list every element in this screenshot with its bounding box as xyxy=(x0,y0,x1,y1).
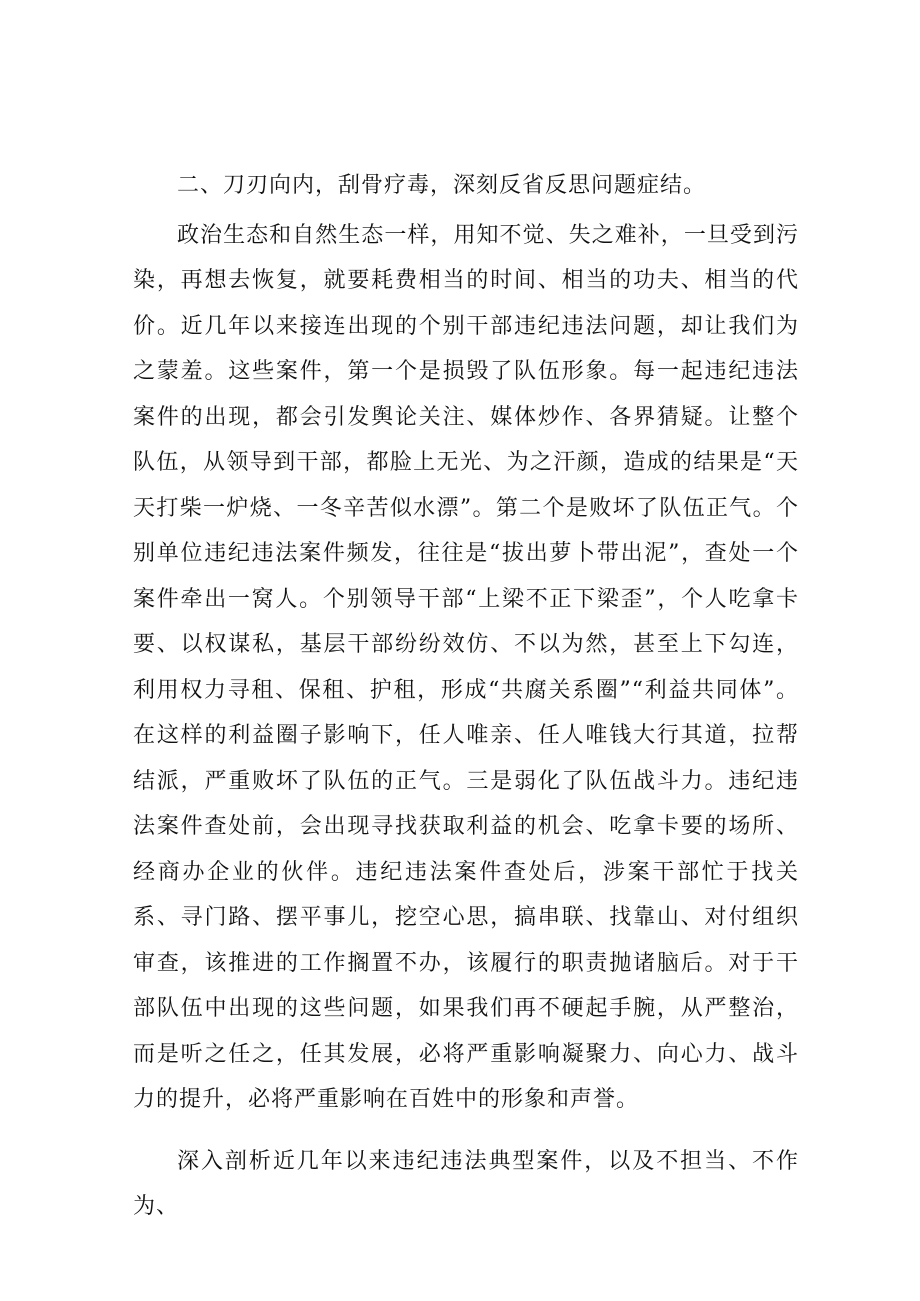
body-paragraph-1: 政治生态和自然生态一样，用知不觉、失之难补，一旦受到污染，再想去恢复，就要耗费相当的时间、相当的功夫、相当的代价。近几年以来接连出现的个别干部违纪违法问题，却让我们为之蒙羞。这些案件，第一个是损毁了队伍形象。每一起违纪违法案件的出现，都会引发舆论关注、媒体炒作、各界猜疑。让整个队伍，从领导到干部，都脸上无光、为之汗颜，造成的结果是“天天打柴一炉烧、一冬辛苦似水漂”。第二个是败坏了队伍正气。个别单位违纪违法案件频发，往往是“拔出萝卜带出泥”，查处一个案件牵出一窝人。个别领导干部“上梁不正下梁歪”，个人吃拿卡要、以权谋私，基层干部纷纷效仿、不以为然，甚至上下勾连，利用权力寻租、保租、护租，形成“共腐关系圈”“利益共同体”。在这样的利益圈子影响下，任人唯亲、任人唯钱大行其道，拉帮结派，严重败坏了队伍的正气。三是弱化了队伍战斗力。违纪违法案件查处前，会出现寻找获取利益的机会、吃拿卡要的场所、经商办企业的伙伴。违纪违法案件查处后，涉案干部忙于找关系、寻门路、摆平事儿，挖空心思，搞串联、找靠山、对付组织审查，该推进的工作搁置不办，该履行的职责抛诸脑后。对于干部队伍中出现的这些问题，如果我们再不硬起手腕，从严整治，而是听之任之，任其发展，必将严重影响凝聚力、向心力、战斗力的提升，必将严重影响在百姓中的形象和声誉。 xyxy=(133,222,799,1112)
document-body xyxy=(133,163,799,1230)
section-heading: 二、刀刃向内，刮骨疗毒，深刻反省反思问题症结。 xyxy=(177,173,707,198)
body-paragraph-2: 深入剖析近几年以来违纪违法典型案件，以及不担当、不作为、 xyxy=(133,1148,799,1219)
